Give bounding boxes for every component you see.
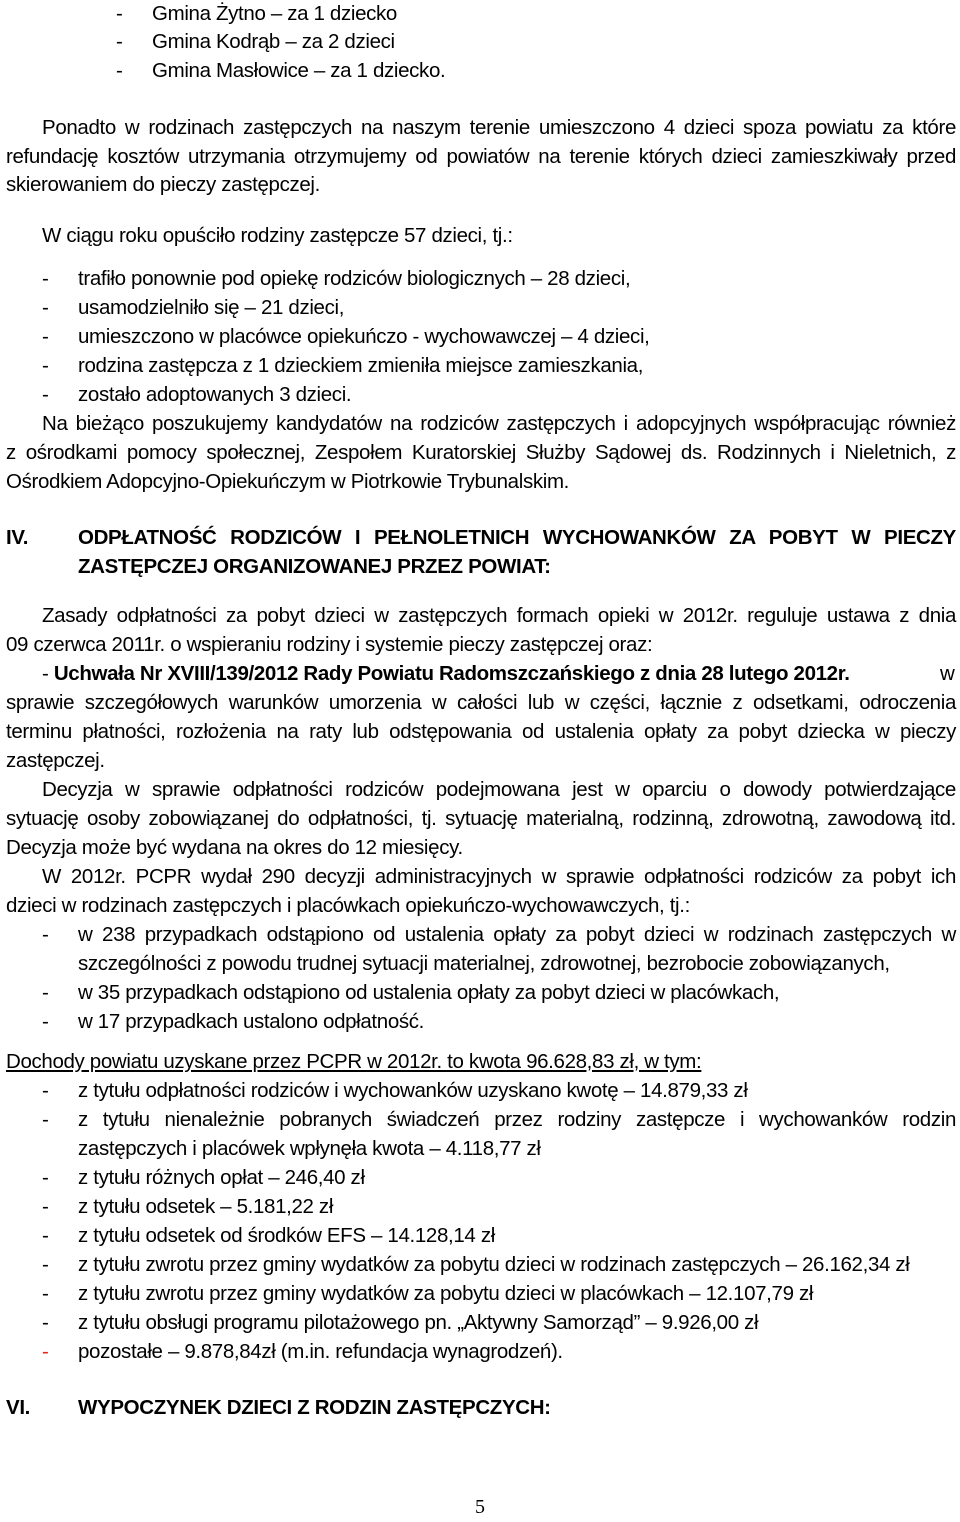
section-title: WYPOCZYNEK DZIECI Z RODZIN ZASTĘPCZYCH:	[78, 1396, 551, 1419]
paragraph-line: Zasady odpłatności za pobyt dzieci w zastępczych formach opieki w 2012r. reguluje ustawa z dnia	[42, 604, 956, 627]
income-heading: Dochody powiatu uzyskane przez PCPR w 2012r. to kwota 96.628,83 zł, w tym:	[6, 1050, 702, 1073]
section-title: ZASTĘPCZEJ ORGANIZOWANEJ PRZEZ POWIAT:	[78, 555, 551, 578]
paragraph-line: Ośrodkiem Adopcyjno-Opiekuńczym w Piotrkowie Trybunalskim.	[6, 470, 570, 493]
paragraph-line: Ponadto w rodzinach zastępczych na naszym terenie umieszczono 4 dzieci spoza powiatu za które	[42, 116, 956, 139]
list-item: Gmina Żytno – za 1 dziecko	[152, 2, 397, 25]
list-item: z tytułu zwrotu przez gminy wydatków za pobytu dzieci w placówkach – 12.107,79 zł	[78, 1282, 814, 1305]
resolution-title: Uchwała Nr XVIII/139/2012 Rady Powiatu Radomszczańskiego z dnia 28 lutego 2012r.	[53, 662, 850, 685]
list-dash: -	[42, 267, 49, 290]
paragraph-line: Na bieżąco poszukujemy kandydatów na rodziców zastępczych i adopcyjnych współpracując również	[42, 412, 956, 435]
list-dash: -	[42, 383, 49, 406]
list-item: z tytułu odpłatności rodziców i wychowanków uzyskano kwotę – 14.879,33 zł	[78, 1079, 748, 1102]
list-dash: -	[42, 1311, 49, 1334]
list-item: z tytułu odsetek od środków EFS – 14.128,14 zł	[78, 1224, 495, 1247]
list-item: w 35 przypadkach odstąpiono od ustalenia opłaty za pobyt dzieci w placówkach,	[78, 981, 780, 1004]
paragraph-line: sprawie szczegółowych warunków umorzenia w całości lub w części, łącznie z odsetkami, odroczenia	[6, 691, 956, 714]
list-item: trafiło ponownie pod opiekę rodziców biologicznych – 28 dzieci,	[78, 267, 631, 290]
list-dash: -	[42, 981, 49, 1004]
paragraph-line: W 2012r. PCPR wydał 290 decyzji administracyjnych w sprawie odpłatności rodziców za pobyt ich	[42, 865, 956, 888]
list-item: umieszczono w placówce opiekuńczo - wychowawczej – 4 dzieci,	[78, 325, 650, 348]
paragraph-line: dzieci w rodzinach zastępczych i placówkach opiekuńczo-wychowawczych, tj.:	[6, 894, 690, 917]
list-item: Gmina Masłowice – za 1 dziecko.	[152, 59, 446, 82]
list-item: z tytułu odsetek – 5.181,22 zł	[78, 1195, 334, 1218]
paragraph-line: Decyzja może być wydana na okres do 12 miesięcy.	[6, 836, 463, 859]
paragraph-line: 09 czerwca 2011r. o wspieraniu rodziny i systemie pieczy zastępczej oraz:	[6, 633, 653, 656]
list-dash: -	[42, 1224, 49, 1247]
list-dash: -	[42, 296, 49, 319]
list-item: z tytułu obsługi programu pilotażowego pn. „Aktywny Samorząd” – 9.926,00 zł	[78, 1311, 759, 1334]
paragraph-line: W ciągu roku opuściło rodziny zastępcze 57 dzieci, tj.:	[42, 224, 513, 247]
page-number: 5	[475, 1496, 485, 1518]
list-item-continuation: zastępczych i placówek wpłynęła kwota – 4.118,77 zł	[78, 1137, 541, 1160]
list-item: zostało adoptowanych 3 dzieci.	[78, 383, 352, 406]
paragraph-line: Decyzja w sprawie odpłatności rodziców podejmowana jest w oparciu o dowody potwierdzające	[42, 778, 956, 801]
list-dash: -	[116, 59, 123, 82]
list-item: pozostałe – 9.878,84zł (m.in. refundacja wynagrodzeń).	[78, 1340, 563, 1363]
list-dash: -	[42, 1282, 49, 1305]
list-item: z tytułu różnych opłat – 246,40 zł	[78, 1166, 365, 1189]
list-item-continuation: szczególności z powodu trudnej sytuacji materialnej, zdrowotnej, bezrobocie zobowiązanych,	[78, 952, 890, 975]
paragraph-line: z ośrodkami pomocy społecznej, Zespołem Kuratorskiej Służby Sądowej ds. Rodzinnych i Nieletnich, z	[6, 441, 956, 464]
paragraph-line: terminu płatności, rozłożenia na raty lub odstępowania od ustalenia opłaty za pobyt dziecka w pieczy	[6, 720, 956, 743]
list-dash: -	[42, 923, 49, 946]
list-dash: -	[42, 1108, 49, 1131]
paragraph-line: skierowaniem do pieczy zastępczej.	[6, 173, 320, 196]
resolution-suffix: w	[940, 662, 955, 685]
list-item: z tytułu zwrotu przez gminy wydatków za pobytu dzieci w rodzinach zastępczych – 26.162,34 zł	[78, 1253, 910, 1276]
list-dash: -	[116, 2, 123, 25]
resolution-line	[42, 660, 850, 689]
list-item: w 238 przypadkach odstąpiono od ustalenia opłaty za pobyt dzieci w rodzinach zastępczych w	[78, 923, 956, 946]
list-item: rodzina zastępcza z 1 dzieckiem zmieniła miejsce zamieszkania,	[78, 354, 644, 377]
list-dash-red: -	[42, 1340, 49, 1363]
list-item: usamodzielniło się – 21 dzieci,	[78, 296, 345, 319]
paragraph-line: sytuację osoby zobowiązanej do odpłatności, tj. sytuację materialną, rodzinną, zdrowotną, zawodową itd.	[6, 807, 956, 830]
list-dash: -	[116, 30, 123, 53]
list-dash: -	[42, 354, 49, 377]
list-dash: -	[42, 1253, 49, 1276]
list-dash: -	[42, 1166, 49, 1189]
section-number: IV.	[6, 526, 29, 549]
paragraph-line: refundację kosztów utrzymania otrzymujemy od powiatów na terenie których dzieci zamieszkiwały przed	[6, 145, 956, 168]
list-dash: -	[42, 325, 49, 348]
list-dash: -	[42, 1010, 49, 1033]
resolution-prefix: -	[42, 662, 54, 685]
list-item: z tytułu nienależnie pobranych świadczeń przez rodziny zastępcze i wychowanków rodzin	[78, 1108, 956, 1131]
list-item: Gmina Kodrąb – za 2 dzieci	[152, 30, 395, 53]
list-item: w 17 przypadkach ustalono odpłatność.	[78, 1010, 425, 1033]
section-number: VI.	[6, 1396, 31, 1419]
section-title: ODPŁATNOŚĆ RODZICÓW I PEŁNOLETNICH WYCHOWANKÓW ZA POBYT W PIECZY	[78, 526, 956, 549]
paragraph-line: zastępczej.	[6, 749, 105, 772]
list-dash: -	[42, 1195, 49, 1218]
list-dash: -	[42, 1079, 49, 1102]
